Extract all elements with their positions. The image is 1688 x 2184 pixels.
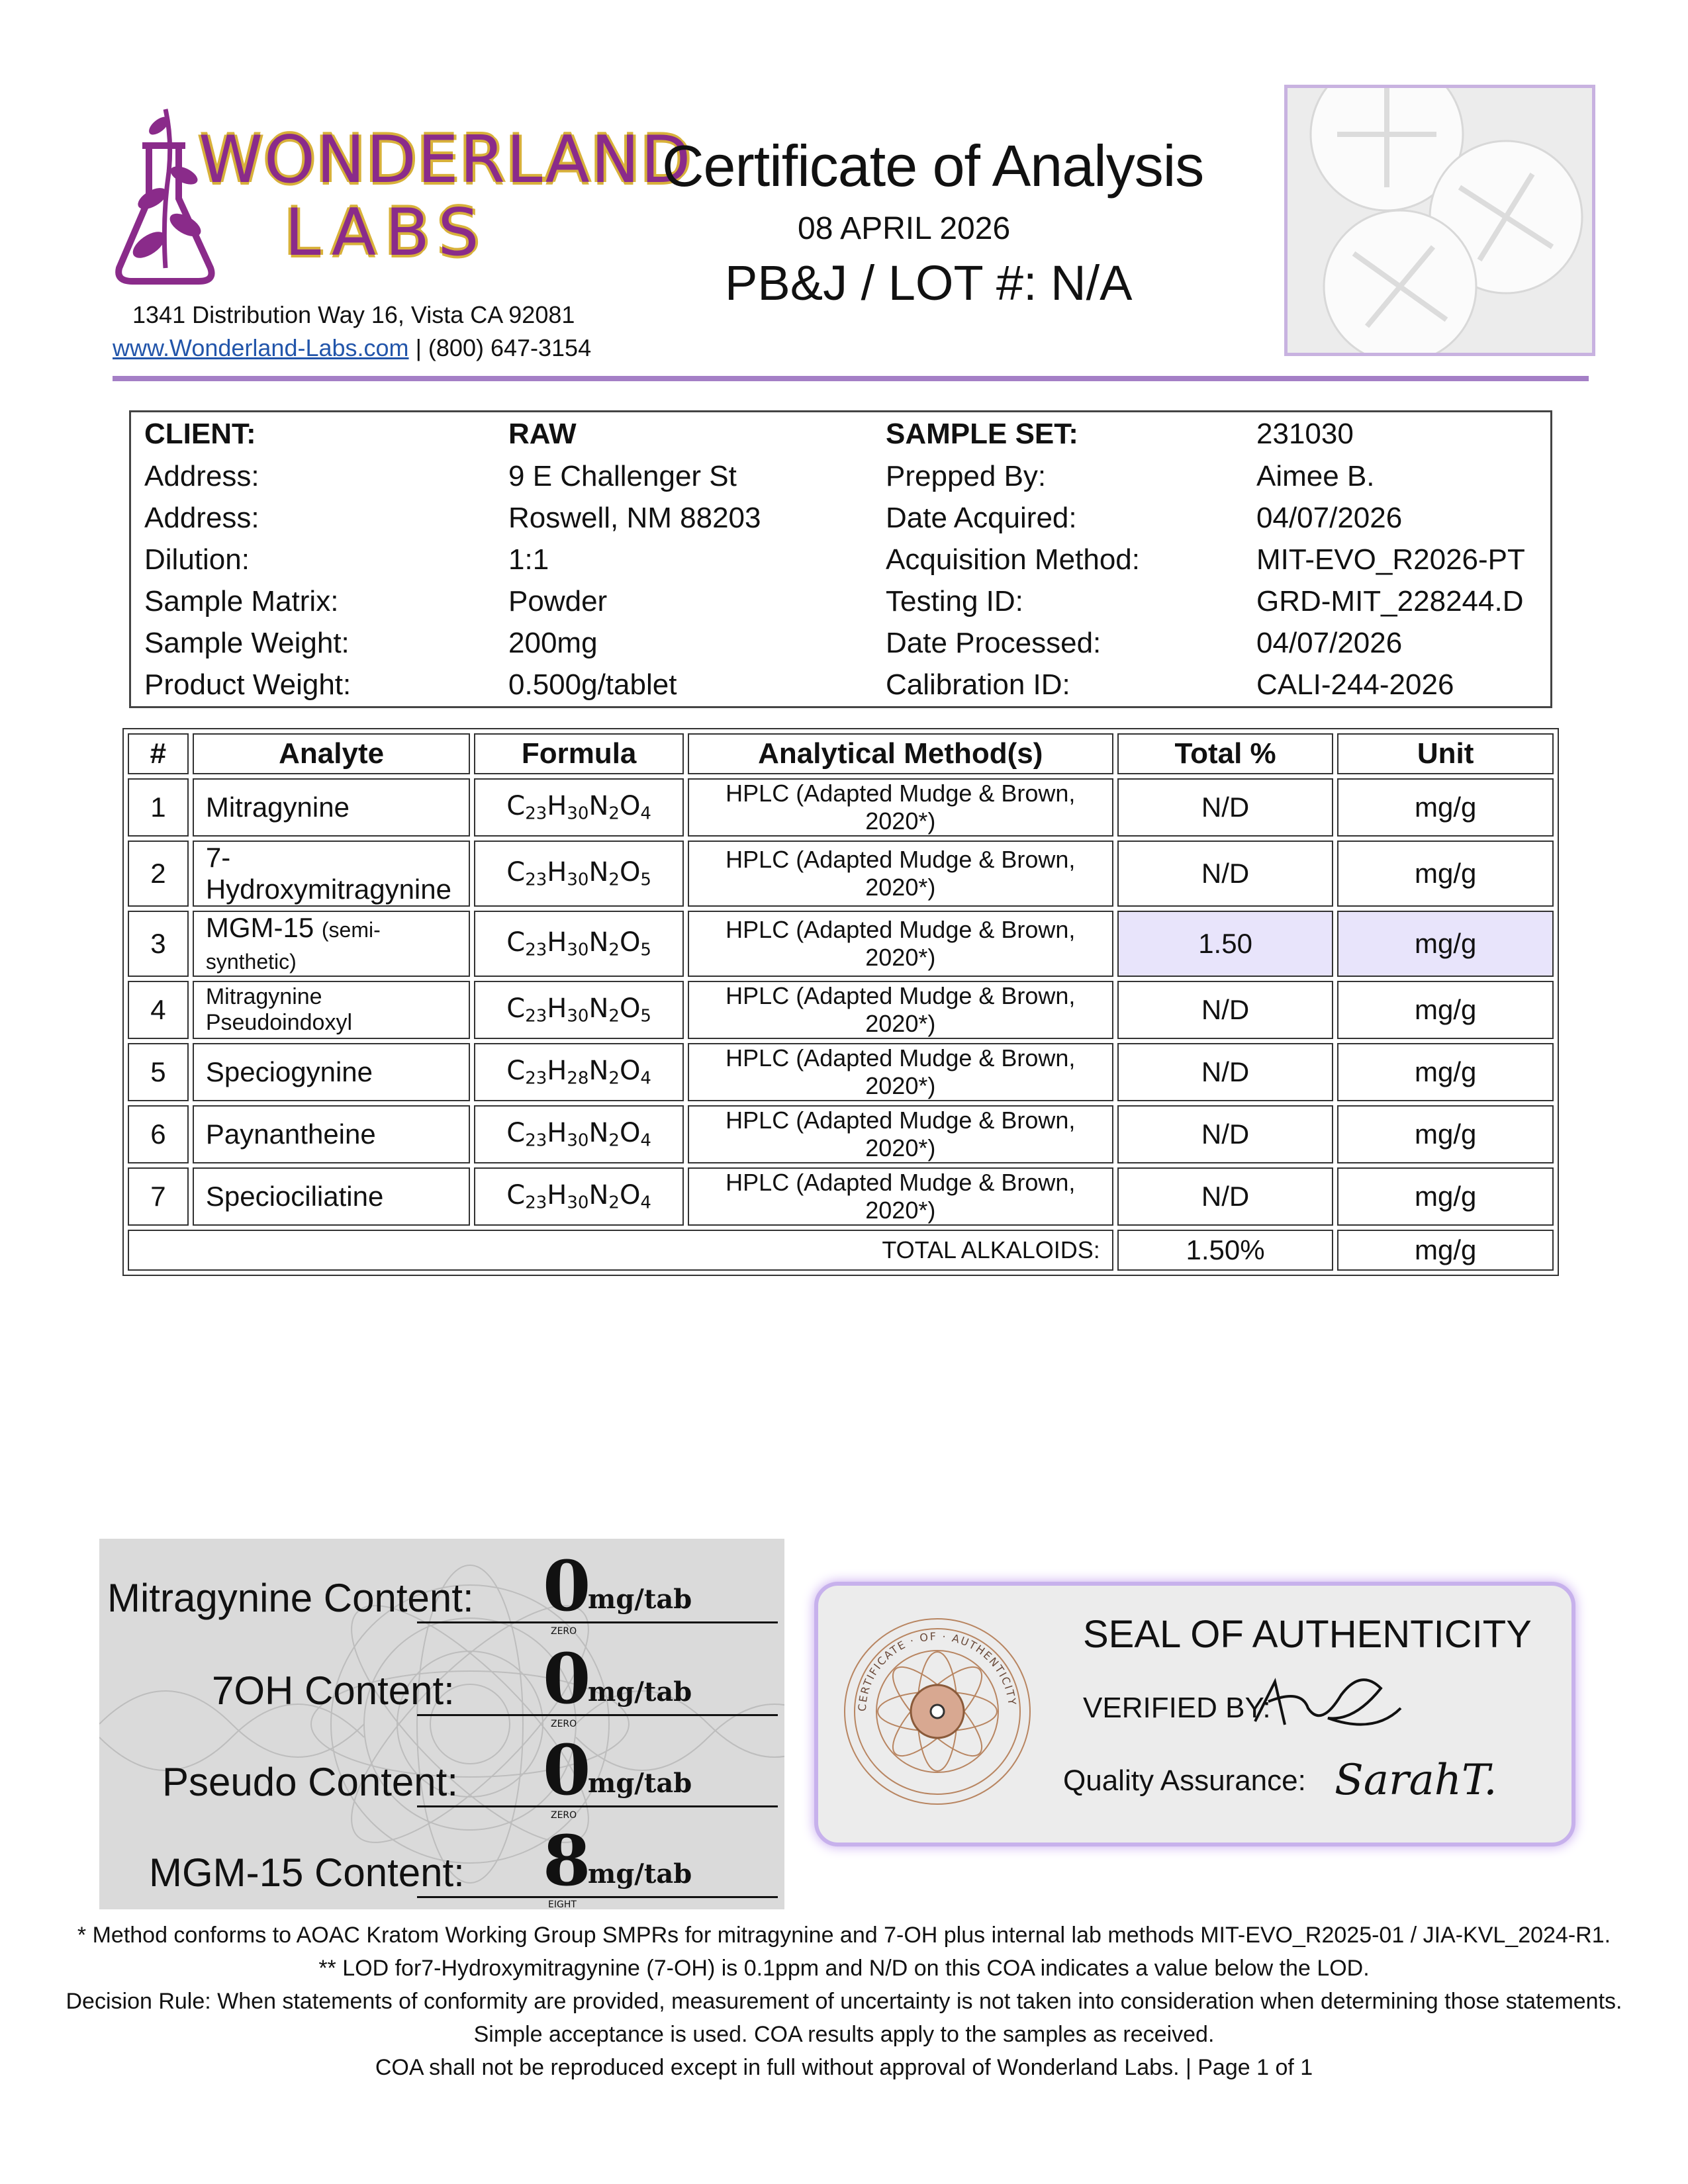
row-number: 2	[128, 841, 189, 907]
product-photo	[1284, 85, 1595, 356]
info-value: CALI-244-2026	[1256, 668, 1454, 701]
company-address: 1341 Distribution Way 16, Vista CA 92081	[132, 301, 575, 328]
content-label: Mitragynine Content:	[107, 1576, 474, 1620]
analyte-name: Speciogynine	[193, 1043, 471, 1101]
chemical-formula: $C_{23}H_{30}N_2O_4$	[474, 1167, 683, 1226]
table-row	[128, 778, 1554, 837]
info-value: GRD-MIT_228244.D	[1256, 585, 1524, 617]
footer-acceptance: Simple acceptance is used. COA results apply to the samples as received.	[473, 2022, 1215, 2047]
info-label: Prepped By:	[886, 460, 1047, 492]
seal-emblem-text: CERTIFICATE · OF · AUTHENTICITY	[855, 1629, 1019, 1712]
unit: mg/g	[1337, 1043, 1554, 1101]
content-underline	[417, 1805, 778, 1807]
total-percent: N/D	[1117, 1105, 1334, 1163]
chemical-formula: $C_{23}H_{28}N_2O_4$	[474, 1043, 683, 1101]
info-label: Acquisition Method:	[886, 543, 1140, 576]
analytical-method: HPLC (Adapted Mudge & Brown, 2020*)	[688, 778, 1113, 837]
total-unit: mg/g	[1337, 1230, 1554, 1271]
analytical-method: HPLC (Adapted Mudge & Brown, 2020*)	[688, 911, 1113, 977]
content-value-word: ZERO	[551, 1719, 577, 1729]
row-number: 4	[128, 981, 189, 1039]
info-value: MIT-EVO_R2026-PT	[1256, 543, 1525, 576]
total-value: 1.50%	[1117, 1230, 1334, 1271]
content-unit: mg/tab	[588, 1584, 692, 1615]
info-value: 231030	[1256, 418, 1354, 450]
chemical-formula: $C_{23}H_{30}N_2O_5$	[474, 841, 683, 907]
row-number: 3	[128, 911, 189, 977]
footer-note-method: * Method conforms to AOAC Kratom Working Group SMPRs for mitragynine and 7-OH plus internal lab methods MIT-EVO_R2025-01 / JIA-KVL_2024-R1.	[77, 1923, 1611, 1948]
footer-note-lod: ** LOD for7-Hydroxymitragynine (7-OH) is 0.1ppm and N/D on this COA indicates a value below the LOD.	[318, 1956, 1370, 1981]
results-table	[122, 728, 1559, 1276]
logo-text-line2: LABS	[285, 195, 489, 271]
analyte-name: Mitragynine	[193, 778, 471, 837]
content-value-word: EIGHT	[548, 1899, 577, 1909]
analyte-name: Mitragynine Pseudoindoxyl	[193, 981, 471, 1039]
content-underline	[417, 1896, 778, 1898]
column-header-number: #	[128, 733, 189, 774]
content-value: 0	[543, 1729, 591, 1811]
info-label: Address:	[144, 460, 259, 492]
content-label: MGM-15 Content:	[149, 1850, 465, 1895]
analyte-note: (semi-synthetic)	[205, 918, 381, 974]
footer-reproduction: COA shall not be reproduced except in full without approval of Wonderland Labs. | Page 1 of 1	[375, 2055, 1313, 2080]
unit: mg/g	[1337, 1167, 1554, 1226]
row-number: 5	[128, 1043, 189, 1101]
info-value: 0.500g/tablet	[508, 668, 677, 701]
quality-assurance-label: Quality Assurance:	[1063, 1764, 1306, 1797]
content-label: Pseudo Content:	[162, 1760, 458, 1804]
table-row	[128, 1105, 1554, 1163]
verifier-signature	[1248, 1662, 1407, 1741]
chemical-formula: $C_{23}H_{30}N_2O_4$	[474, 778, 683, 837]
content-label: 7OH Content:	[212, 1668, 455, 1713]
info-label: SAMPLE SET:	[886, 418, 1078, 450]
column-header-analyte: Analyte	[193, 733, 471, 774]
analyte-name-text: MGM-15	[205, 912, 314, 943]
analytical-method: HPLC (Adapted Mudge & Brown, 2020*)	[688, 1105, 1113, 1163]
content-value: 0	[543, 1638, 591, 1719]
info-label: Dilution:	[144, 543, 250, 576]
content-summary-panel	[99, 1539, 784, 1909]
total-percent: N/D	[1117, 981, 1334, 1039]
info-label: Sample Weight:	[144, 627, 350, 659]
logo-text-line1: WONDERLAND	[199, 122, 692, 198]
info-value: 04/07/2026	[1256, 627, 1403, 659]
content-unit: mg/tab	[588, 1858, 692, 1889]
info-value: Roswell, NM 88203	[508, 502, 761, 534]
info-value: Powder	[508, 585, 608, 617]
total-row	[128, 1230, 1554, 1271]
verified-by-label: VERIFIED BY:	[1083, 1692, 1271, 1724]
footer-decision-rule: Decision Rule: When statements of conformity are provided, measurement of uncertainty is not taken into consideration when determining those statements.	[66, 1989, 1622, 2014]
analyte-name: 7-Hydroxymitragynine	[193, 841, 471, 907]
info-value: 04/07/2026	[1256, 502, 1403, 534]
phone-number: | (800) 647-3154	[415, 334, 592, 361]
info-label: CLIENT:	[144, 418, 256, 450]
chemical-formula: $C_{23}H_{30}N_2O_5$	[474, 981, 683, 1039]
column-header-formula: Formula	[474, 733, 683, 774]
row-number: 6	[128, 1105, 189, 1163]
table-row	[128, 841, 1554, 907]
info-value: 9 E Challenger St	[508, 460, 737, 492]
product-lot: PB&J / LOT #: N/A	[725, 255, 1133, 310]
company-logo	[113, 99, 692, 291]
info-label: Address:	[144, 502, 259, 534]
unit: mg/g	[1337, 1105, 1554, 1163]
seal-of-authenticity-panel	[814, 1582, 1575, 1846]
svg-text:SarahT.: SarahT.	[1335, 1756, 1497, 1805]
authenticity-seal-emblem	[838, 1612, 1037, 1811]
total-percent: N/D	[1117, 1043, 1334, 1101]
info-label: Sample Matrix:	[144, 585, 339, 617]
seal-title: SEAL OF AUTHENTICITY	[1083, 1613, 1532, 1656]
info-value: 1:1	[508, 543, 549, 576]
content-underline	[417, 1714, 778, 1716]
content-value: 0	[543, 1545, 591, 1627]
column-header-method: Analytical Method(s)	[688, 733, 1113, 774]
analytical-method: HPLC (Adapted Mudge & Brown, 2020*)	[688, 1043, 1113, 1101]
content-underline	[417, 1621, 778, 1623]
unit: mg/g	[1337, 981, 1554, 1039]
analyte-name: Speciociliatine	[193, 1167, 471, 1226]
total-label: TOTAL ALKALOIDS:	[128, 1230, 1113, 1271]
total-percent: N/D	[1117, 1167, 1334, 1226]
content-value-word: ZERO	[551, 1810, 577, 1821]
column-header-total: Total %	[1117, 733, 1334, 774]
chemical-formula: $C_{23}H_{30}N_2O_4$	[474, 1105, 683, 1163]
info-label: Calibration ID:	[886, 668, 1070, 701]
header-divider	[113, 376, 1589, 381]
analytical-method: HPLC (Adapted Mudge & Brown, 2020*)	[688, 1167, 1113, 1226]
column-header-unit: Unit	[1337, 733, 1554, 774]
table-row	[128, 911, 1554, 977]
total-percent: N/D	[1117, 778, 1334, 837]
total-percent: 1.50	[1117, 911, 1334, 977]
info-label: Product Weight:	[144, 668, 352, 701]
analyte-name	[193, 911, 471, 977]
document-date: 08 APRIL 2026	[798, 211, 1011, 246]
unit: mg/g	[1337, 778, 1554, 837]
website-link[interactable]: www.Wonderland-Labs.com	[113, 334, 409, 361]
qa-signature	[1328, 1745, 1507, 1817]
info-value: RAW	[508, 418, 577, 450]
content-unit: mg/tab	[588, 1768, 692, 1799]
info-value: 200mg	[508, 627, 598, 659]
info-label: Testing ID:	[886, 585, 1023, 617]
row-number: 1	[128, 778, 189, 837]
info-value: Aimee B.	[1256, 460, 1375, 492]
chemical-formula: $C_{23}H_{30}N_2O_5$	[474, 911, 683, 977]
row-number: 7	[128, 1167, 189, 1226]
analytical-method: HPLC (Adapted Mudge & Brown, 2020*)	[688, 841, 1113, 907]
client-info-box	[129, 410, 1552, 708]
unit: mg/g	[1337, 911, 1554, 977]
content-value: 8	[543, 1820, 591, 1901]
analytical-method: HPLC (Adapted Mudge & Brown, 2020*)	[688, 981, 1113, 1039]
content-value-word: ZERO	[551, 1626, 577, 1637]
table-header-row	[128, 733, 1554, 774]
table-row	[128, 1167, 1554, 1226]
info-label: Date Processed:	[886, 627, 1102, 659]
table-row	[128, 1043, 1554, 1101]
info-label: Date Acquired:	[886, 502, 1077, 534]
content-unit: mg/tab	[588, 1676, 692, 1707]
analyte-name: Paynantheine	[193, 1105, 471, 1163]
table-row	[128, 981, 1554, 1039]
document-title: Certificate of Analysis	[662, 133, 1204, 199]
unit: mg/g	[1337, 841, 1554, 907]
company-contact	[113, 334, 591, 362]
total-percent: N/D	[1117, 841, 1334, 907]
